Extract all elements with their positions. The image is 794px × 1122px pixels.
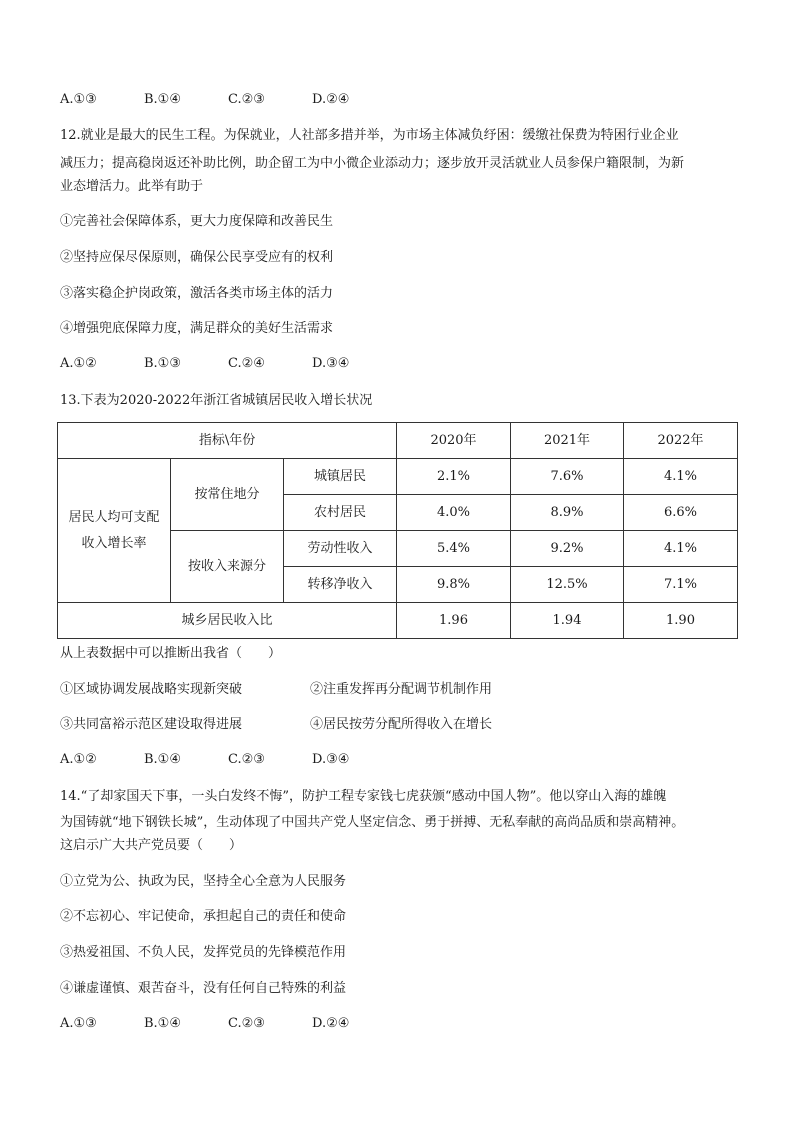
q11-option-a: A.①③ [60,92,97,107]
table-header-row [58,423,738,459]
cell-rural-2020: 4.0% [397,495,511,531]
cell-labor-2020: 5.4% [397,531,511,567]
q13-option-a: A.①② [60,752,97,767]
q12-item-4: ④增强兜底保障力度，满足群众的美好生活需求 [60,321,334,336]
q12-item-3: ③落实稳企护岗政策，激活各类市场主体的活力 [60,286,334,301]
q14-stem-line-3: 这启示广大共产党员要（ ） [60,838,243,853]
q14-item-3: ③热爱祖国、不负人民，发挥党员的先锋模范作用 [60,945,347,960]
q14-item-4: ④谦虚谨慎、艰苦奋斗，没有任何自己特殊的利益 [60,981,347,996]
q14-item-1: ①立党为公、执政为民，坚持全心全意为人民服务 [60,874,347,889]
cell-ratio-2021: 1.94 [511,603,624,639]
q13-items-row-2 [60,716,492,734]
q13-items-row-1 [60,681,492,699]
q13-item-4: ④居民按劳分配所得收入在增长 [310,717,493,732]
q13-option-c: C.②③ [228,752,265,767]
q12-option-c: C.②④ [228,356,265,371]
header-indicator-year: 指标\年份 [58,423,397,459]
q13-question: 从上表数据中可以推断出我省（ ） [60,646,282,661]
row-label-urban-rural-ratio: 城乡居民收入比 [58,603,397,639]
row-label-transfer-income: 转移净收入 [284,567,397,603]
cell-ratio-2020: 1.96 [397,603,511,639]
q11-option-d: D.②④ [312,92,350,107]
q13-option-d: D.③④ [312,752,350,767]
q14-option-c: C.②③ [228,1016,265,1031]
q12-item-1: ①完善社会保障体系，更大力度保障和改善民生 [60,214,334,229]
q13-options [60,751,396,769]
q12-stem-line-2: 减压力；提高稳岗返还补助比例，助企留工为中小微企业添动力；逐步放开灵活就业人员参保户籍限制，为新 [60,156,685,171]
group-label-line-2: 收入增长率 [81,535,147,551]
row-label-labor-income: 劳动性收入 [284,531,397,567]
q14-stem-line-1: 14.“了却家国天下事，一头白发终不悔”，防护工程专家钱七虎获颁“感动中国人物”。他以穿山入海的雄魄 [60,789,667,804]
subgroup-by-income-source: 按收入来源分 [171,531,284,603]
table-row [58,603,738,639]
q14-option-d: D.②④ [312,1016,350,1031]
q12-stem-line-1: 12.就业是最大的民生工程。为保就业，人社部多措并举，为市场主体减负纾困：缓缴社保费为特困行业企业 [60,128,679,143]
group-label-line-1: 居民人均可支配 [68,509,160,525]
q12-stem-line-3: 业态增活力。此举有助于 [60,179,204,194]
q14-stem-line-2: 为国铸就“地下钢铁长城”，生动体现了中国共产党人坚定信念、勇于拼搏、无私奉献的高尚品质和崇高精神。 [60,815,685,830]
q13-item-2: ②注重发挥再分配调节机制作用 [310,682,493,697]
q14-option-a: A.①③ [60,1016,97,1031]
q12-option-a: A.①② [60,356,97,371]
subgroup-by-residence: 按常住地分 [171,459,284,531]
cell-transfer-2020: 9.8% [397,567,511,603]
header-2021: 2021年 [511,423,624,459]
group-label-disposable-income [58,459,171,603]
row-label-urban: 城镇居民 [284,459,397,495]
q14-item-2: ②不忘初心、牢记使命，承担起自己的责任和使命 [60,909,347,924]
q13-option-b: B.①④ [144,752,181,767]
q12-option-d: D.③④ [312,356,350,371]
cell-labor-2022: 4.1% [624,531,738,567]
q13-item-3: ③共同富裕示范区建设取得进展 [60,717,243,732]
header-2020: 2020年 [397,423,511,459]
q14-option-b: B.①④ [144,1016,181,1031]
income-growth-table [57,422,738,639]
cell-urban-2021: 7.6% [511,459,624,495]
row-label-rural: 农村居民 [284,495,397,531]
q12-options [60,355,396,373]
cell-labor-2021: 9.2% [511,531,624,567]
header-2022: 2022年 [624,423,738,459]
q13-stem: 13.下表为2020-2022年浙江省城镇居民收入增长状况 [60,393,373,408]
q11-option-c: C.②③ [228,92,265,107]
cell-urban-2020: 2.1% [397,459,511,495]
q12-item-2: ②坚持应保尽保原则，确保公民享受应有的权利 [60,250,334,265]
cell-rural-2022: 6.6% [624,495,738,531]
cell-transfer-2021: 12.5% [511,567,624,603]
cell-ratio-2022: 1.90 [624,603,738,639]
q13-item-1: ①区域协调发展战略实现新突破 [60,682,243,697]
q14-options [60,1015,396,1033]
cell-transfer-2022: 7.1% [624,567,738,603]
table-row [58,459,738,495]
q11-option-b: B.①④ [144,92,181,107]
cell-rural-2021: 8.9% [511,495,624,531]
q11-options [60,91,396,109]
q12-option-b: B.①③ [144,356,181,371]
cell-urban-2022: 4.1% [624,459,738,495]
